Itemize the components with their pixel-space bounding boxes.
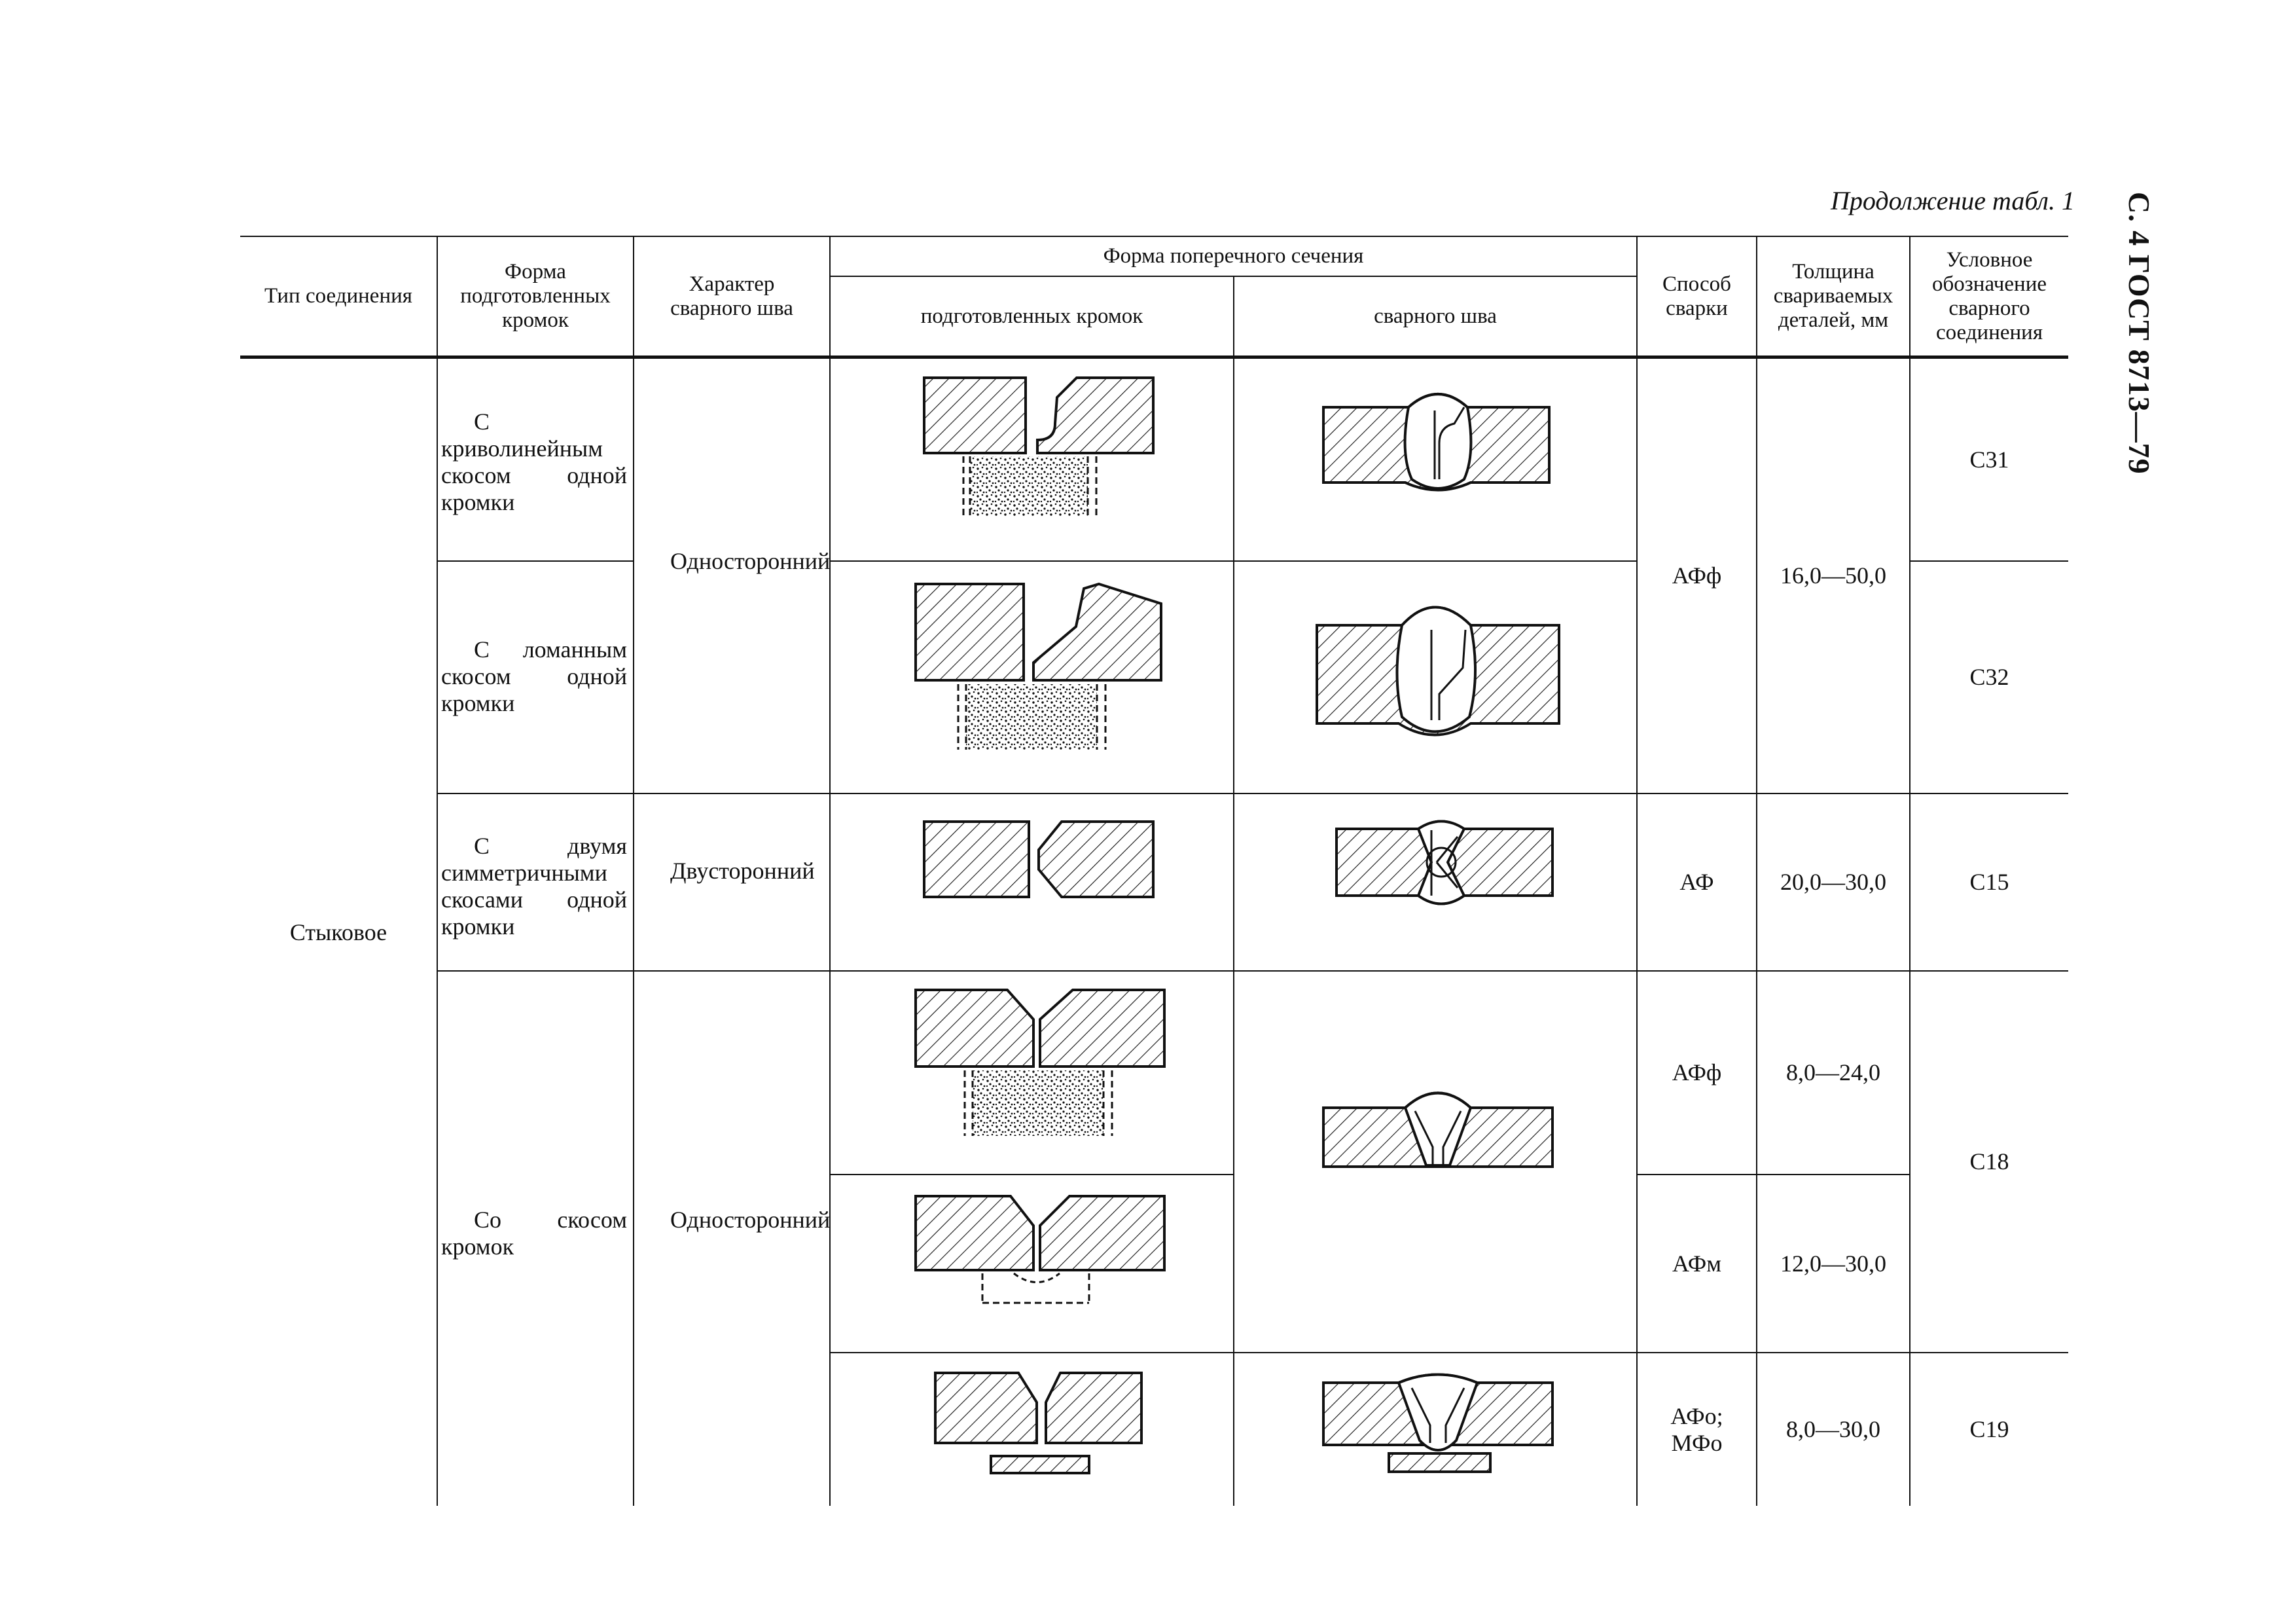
weld-broken-bevel — [1314, 589, 1562, 746]
header-weld-seam: сварного шва — [1374, 304, 1497, 328]
column-rule — [633, 236, 634, 1506]
header-designation: Условное обозначение сварного соединения — [1931, 247, 2047, 344]
weld-double-sided — [1333, 811, 1556, 915]
designation-cell: С31 — [1969, 446, 2009, 473]
prepared-edges-double-bevel — [921, 818, 1170, 903]
weld-joints-table — [240, 236, 2068, 1506]
row-rule — [829, 1174, 1233, 1175]
header-edge-form: Форма подготовленных кромок — [460, 260, 611, 332]
edge-form-bevel-both: Со скосом кромок — [441, 1207, 627, 1260]
weld-v-groove — [1320, 1082, 1556, 1199]
edge-form-double-bevel: С двумя симметричными скосами одной кромки — [441, 833, 627, 939]
thickness-cell: 20,0—30,0 — [1780, 869, 1886, 895]
designation-cell: С19 — [1969, 1416, 2009, 1442]
joint-type-cell: Стыковое — [289, 919, 387, 945]
thickness-cell: 16,0—50,0 — [1780, 562, 1886, 589]
method-cell: АФф — [1672, 562, 1722, 589]
method-cell: АФф — [1672, 1059, 1722, 1085]
prepared-edges-curved-bevel-flux-backing — [921, 374, 1170, 519]
prepared-edges-v-groove-backing-strip — [932, 1370, 1155, 1481]
prepared-edges-v-groove-flux-backing — [912, 987, 1174, 1160]
column-rule — [829, 236, 831, 1506]
weld-v-groove-backing-strip — [1320, 1370, 1556, 1481]
designation-cell: С15 — [1969, 869, 2009, 895]
designation-cell: С32 — [1969, 664, 2009, 690]
table-continuation-note: Продолжение табл. 1 — [1830, 186, 2075, 215]
weld-character-two-sided: Двусторонний — [670, 858, 815, 884]
prepared-edges-v-groove-copper-backing — [912, 1193, 1174, 1311]
column-rule — [437, 236, 438, 1506]
weld-character-one-sided: Односторонний — [670, 1207, 831, 1233]
header-weld-character: Характер сварного шва — [670, 272, 793, 320]
weld-character-one-sided: Односторонний — [670, 548, 831, 574]
header-cross-section: Форма поперечного сечения — [1103, 244, 1364, 268]
thickness-cell: 12,0—30,0 — [1780, 1250, 1886, 1277]
thickness-cell: 8,0—24,0 — [1786, 1059, 1880, 1085]
thickness-cell: 8,0—30,0 — [1786, 1416, 1880, 1442]
designation-cell: С18 — [1969, 1148, 2009, 1175]
header-thickness: Толщина свариваемых деталей, мм — [1773, 260, 1893, 332]
method-cell: АФ — [1679, 869, 1714, 895]
column-rule — [1233, 276, 1234, 1506]
weld-curved-bevel — [1320, 381, 1556, 499]
row-rule — [437, 560, 633, 562]
edge-form-curved-bevel: С криволинейным скосом одной кромки — [441, 409, 627, 515]
header-method: Способ сварки — [1662, 272, 1731, 320]
method-cell: АФм — [1672, 1250, 1721, 1277]
prepared-edges-broken-bevel-flux-backing — [912, 581, 1174, 754]
running-header: С. 4 ГОСТ 8713—79 — [2123, 192, 2156, 475]
edge-form-broken-bevel: С ломанным скосом одной кромки — [441, 636, 627, 716]
header-joint-type: Тип соединения — [264, 284, 412, 308]
header-prepared-edges: подготовленных кромок — [920, 304, 1143, 328]
method-cell: АФо; МФо — [1670, 1402, 1723, 1456]
